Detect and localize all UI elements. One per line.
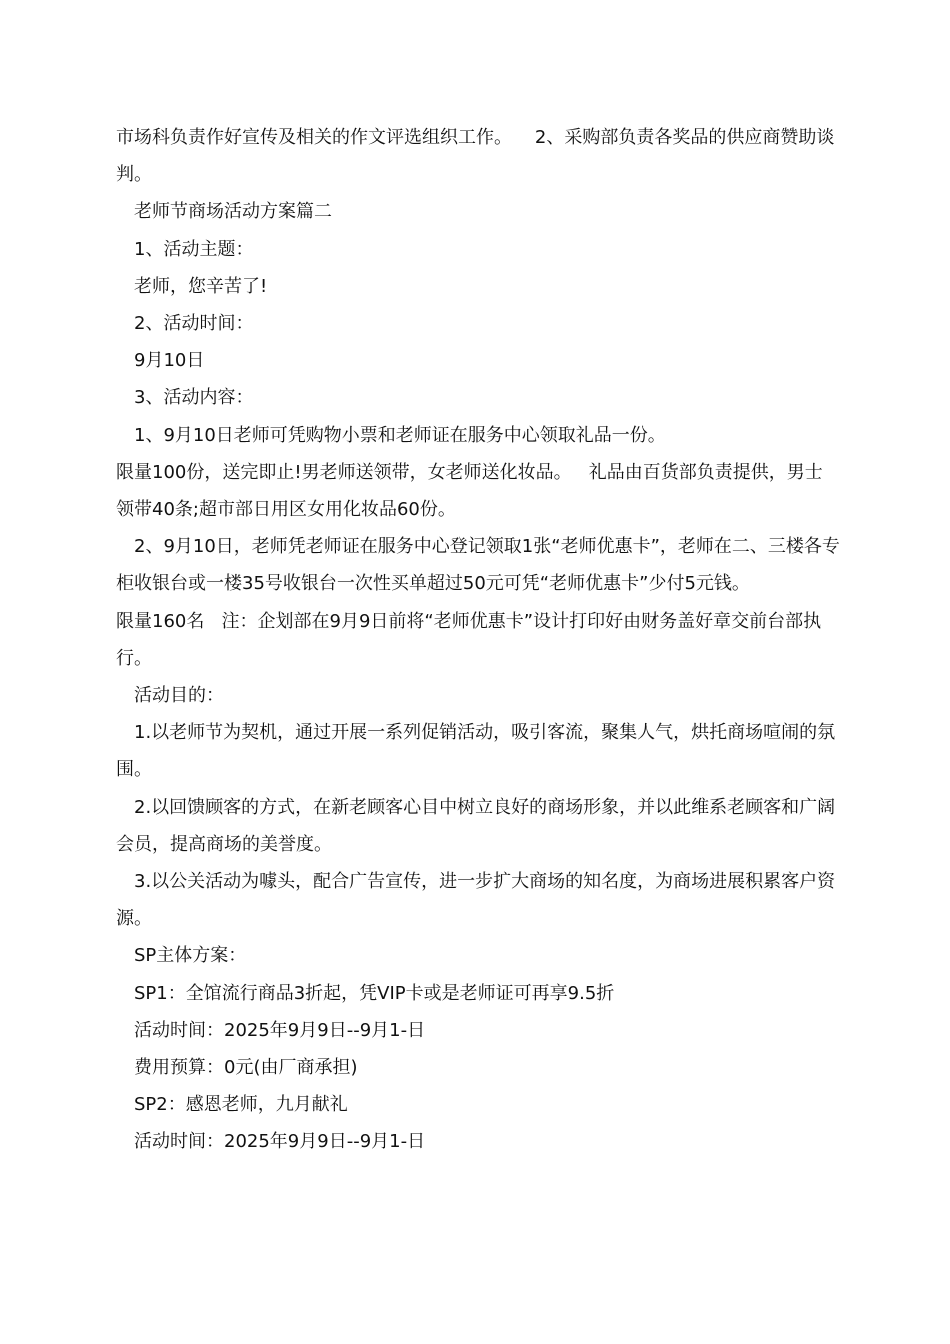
content-item-2: 2、9月10日，老师凭老师证在服务中心登记领取1张“老师优惠卡”，老师在二、三楼各专柜收银台或一楼35号收银台一次性买单超过50元可凭“老师优惠卡”少付5元钱。	[116, 536, 840, 595]
heading-activity-purpose: 活动目的：	[134, 685, 224, 707]
sp2-text: SP2：感恩老师，九月献礼	[134, 1094, 348, 1116]
heading-activity-theme: 1、活动主题：	[134, 238, 254, 260]
sp1-text: SP1：全馆流行商品3折起，凭VIP卡或是老师证可再享9.5折	[134, 982, 615, 1004]
paragraph-1: 市场科负责作好宣传及相关的作文评选组织工作。 2、采购部负责各奖品的供应商赞助谈判。	[116, 127, 835, 186]
purpose-item-2: 2.以回馈顾客的方式，在新老顾客心目中树立良好的商场形象，并以此维系老顾客和广阔会员，提高商场的美誉度。	[116, 796, 836, 855]
sp2-time: 活动时间：2025年9月9日--9月1-日	[134, 1131, 426, 1153]
content-item-1-detail: 限量100份，送完即止!男老师送领带，女老师送化妆品。 礼品由百货部负责提供，男士领带40条;超市部日用区女用化妆品60份。	[116, 461, 823, 521]
activity-date-text: 9月10日	[134, 350, 205, 372]
heading-sp-plan: SP主体方案：	[134, 945, 247, 967]
purpose-item-1: 1.以老师节为契机，通过开展一系列促销活动，吸引客流，聚集人气，烘托商场喧闹的氛围。	[116, 722, 836, 781]
sp1-time: 活动时间：2025年9月9日--9月1-日	[134, 1019, 426, 1041]
heading-activity-time: 2、活动时间：	[134, 313, 254, 335]
section-title: 老师节商场活动方案篇二	[134, 201, 332, 223]
sp1-budget: 费用预算：0元(由厂商承担)	[134, 1057, 358, 1079]
activity-theme-text: 老师，您辛苦了!	[134, 275, 268, 297]
document-body	[116, 119, 840, 1161]
content-item-1: 1、9月10日老师可凭购物小票和老师证在服务中心领取礼品一份。	[134, 424, 666, 446]
purpose-item-3: 3.以公关活动为噱头，配合广告宣传，进一步扩大商场的知名度，为商场进展积累客户资源。	[116, 871, 836, 930]
content-item-2-detail: 限量160名 注：企划部在9月9日前将“老师优惠卡”设计打印好由财务盖好章交前台部执行。	[116, 610, 822, 669]
heading-activity-content: 3、活动内容：	[134, 387, 254, 409]
